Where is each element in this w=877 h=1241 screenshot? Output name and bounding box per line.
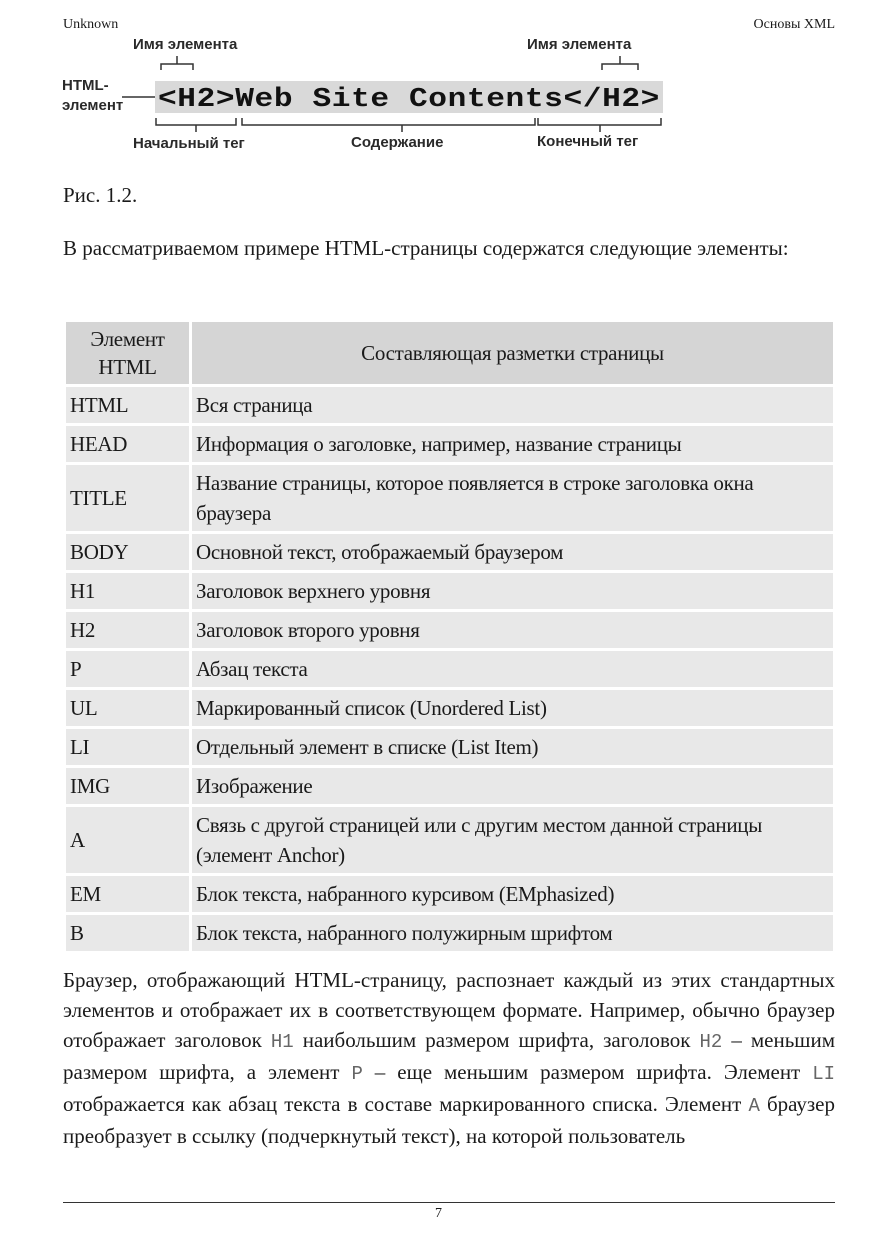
table-row xyxy=(66,387,833,423)
table-row xyxy=(66,768,833,804)
html-element-figure xyxy=(60,32,670,157)
table-row xyxy=(66,729,833,765)
table-row xyxy=(66,915,833,951)
paragraph-text: – меньшим размером шрифта, а элемент xyxy=(63,1028,835,1084)
cell-element: H1 xyxy=(66,573,189,609)
cell-element: P xyxy=(66,651,189,687)
bracket-element-name-right xyxy=(602,56,638,70)
html-element-diagram xyxy=(60,32,670,157)
label-end-tag: Конечный тег xyxy=(537,133,639,150)
table-row xyxy=(66,690,833,726)
cell-description: Маркированный список (Unordered List) xyxy=(192,690,833,726)
bracket-end-tag xyxy=(538,118,661,132)
cell-element: IMG xyxy=(66,768,189,804)
cell-element: A xyxy=(66,807,189,873)
cell-description: Заголовок верхнего уровня xyxy=(192,573,833,609)
table-row xyxy=(66,465,833,531)
paragraph-text: отображается как абзац текста в составе маркированного списка. Элемент xyxy=(63,1092,749,1116)
cell-description: Заголовок второго уровня xyxy=(192,612,833,648)
cell-description: Изображение xyxy=(192,768,833,804)
page-number: 7 xyxy=(435,1206,442,1221)
running-header-left: Unknown xyxy=(63,17,119,32)
table-header-row xyxy=(66,322,833,384)
label-start-tag: Начальный тег xyxy=(133,135,245,152)
cell-element: UL xyxy=(66,690,189,726)
table-row xyxy=(66,426,833,462)
cell-element: LI xyxy=(66,729,189,765)
footer-divider xyxy=(63,1202,835,1203)
paragraph-text: браузер преобразует в ссылку (подчеркнутый текст), на которой пользователь xyxy=(63,1092,835,1148)
label-content: Содержание xyxy=(351,134,444,151)
cell-description: Информация о заголовке, например, название страницы xyxy=(192,426,833,462)
intro-paragraph: В рассматриваемом примере HTML-страницы содержатся следующие элементы: xyxy=(63,236,789,260)
table-row xyxy=(66,573,833,609)
bracket-content xyxy=(242,118,535,132)
table-row xyxy=(66,651,833,687)
paragraph-text: – еще меньшим размером шрифта. Элемент xyxy=(362,1060,813,1084)
cell-description: Абзац текста xyxy=(192,651,833,687)
label-element-name-right: Имя элемента xyxy=(527,36,632,53)
cell-description: Блок текста, набранного курсивом (EMphasized) xyxy=(192,876,833,912)
cell-element: EM xyxy=(66,876,189,912)
table-row xyxy=(66,876,833,912)
code-a: A xyxy=(748,1095,760,1117)
label-element-name-left: Имя элемента xyxy=(133,36,238,53)
label-html-element-1: HTML- xyxy=(62,77,109,94)
cell-description: Основной текст, отображаемый браузером xyxy=(192,534,833,570)
code-h1: H1 xyxy=(270,1031,294,1053)
code-h2: H2 xyxy=(699,1031,723,1053)
code-p: P xyxy=(351,1063,363,1085)
column-header-description: Составляющая разметки страницы xyxy=(192,322,833,384)
table-row xyxy=(66,612,833,648)
paragraph-text: Браузер, отображающий HTML-страницу, распознает каждый из этих стандартных элементов и отображает их в соответствующем формате. Например, обычно браузер отображает заголовок xyxy=(63,968,835,1052)
cell-element: HTML xyxy=(66,387,189,423)
cell-description: Блок текста, набранного полужирным шрифтом xyxy=(192,915,833,951)
cell-description: Связь с другой страницей или с другим местом данной страницы (элемент Anchor) xyxy=(192,807,833,873)
body-paragraph xyxy=(63,965,835,1151)
code-li: LI xyxy=(812,1063,836,1085)
cell-element: B xyxy=(66,915,189,951)
cell-description: Вся страница xyxy=(192,387,833,423)
table-row xyxy=(66,807,833,873)
bracket-element-name-left xyxy=(161,56,193,70)
cell-element: TITLE xyxy=(66,465,189,531)
code-example: <H2>Web Site Contents</H2> xyxy=(158,85,660,115)
cell-element: HEAD xyxy=(66,426,189,462)
cell-description: Название страницы, которое появляется в строке заголовка окна браузера xyxy=(192,465,833,531)
bracket-start-tag xyxy=(156,118,236,132)
paragraph-text: наибольшим размером шрифта, заголовок xyxy=(293,1028,700,1052)
cell-element: H2 xyxy=(66,612,189,648)
cell-element: BODY xyxy=(66,534,189,570)
running-header-right: Основы XML xyxy=(753,17,835,32)
cell-description: Отдельный элемент в списке (List Item) xyxy=(192,729,833,765)
label-html-element-2: элемент xyxy=(62,97,124,114)
html-elements-table xyxy=(63,319,836,954)
column-header-element: Элемент HTML xyxy=(66,322,189,384)
table-row xyxy=(66,534,833,570)
figure-caption: Рис. 1.2. xyxy=(63,183,138,207)
